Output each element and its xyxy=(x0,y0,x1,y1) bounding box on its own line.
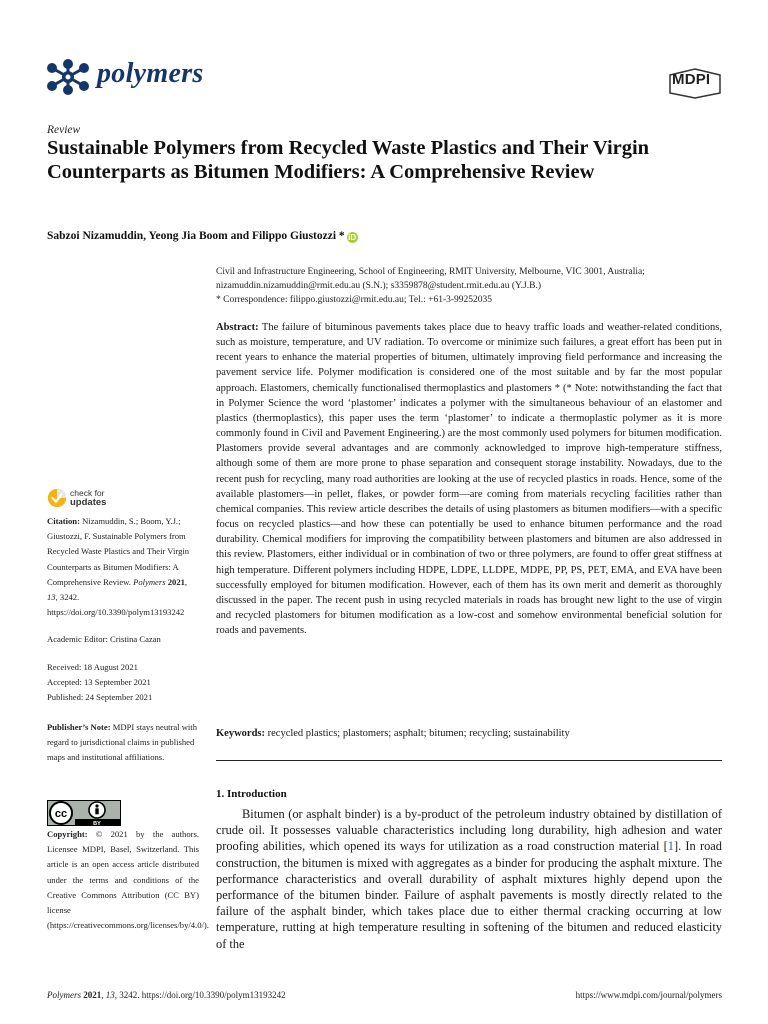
affiliation-line: Civil and Infrastructure Engineering, School of Engineering, RMIT University, Melbourne, VIC 3001, Australia; xyxy=(216,267,645,277)
publisher-note xyxy=(47,720,199,766)
footer-year: 2021 xyxy=(83,990,102,1000)
check-for-updates-button[interactable] xyxy=(70,488,106,508)
check-for-updates-icon[interactable] xyxy=(46,487,68,509)
footer-journal: Polymers xyxy=(47,990,81,1000)
author-list xyxy=(47,230,358,243)
keywords-text: recycled plastics; plastomers; asphalt; bitumen; recycling; sustainability xyxy=(267,728,570,739)
article-type: Review xyxy=(47,124,81,136)
keywords-label: Keywords: xyxy=(216,728,265,739)
check-updates-line2: updates xyxy=(70,497,107,508)
affiliation-emails: nizamuddin.nizamuddin@rmit.edu.au (S.N.); s3359878@student.rmit.edu.au (Y.J.B.) xyxy=(216,281,541,291)
citation-text: Nizamuddin, S.; Boom, Y.J.; Giustozzi, F. Sustainable Polymers from Recycled Waste Plastics and Their Virgin Counterparts as Bitumen Modifiers: A Comprehensive Review. xyxy=(47,516,190,587)
citation-volume: 13 xyxy=(47,592,56,603)
citation-doi[interactable]: , 3242. https://doi.org/10.3390/polym13193242 xyxy=(47,592,185,618)
intro-text-continued: ]. In road construction, the bitumen is mixed with aggregates as a binder for producing the asphalt mixture. The performance characteristics and overall durability of asphalt mixtures highly depend upon the performance of the bitumen binder. Failure of asphalt pavements is mostly directly related to the failure of the asphalt binder, which takes place due to either thermal cracking occurring at low temperature, rutting at high temperature resulting in softening of the bitumen and reduced elasticity of the xyxy=(216,839,722,951)
journal-logo-icon xyxy=(44,58,92,96)
copyright-block xyxy=(47,827,209,933)
citation-journal: Polymers xyxy=(133,576,166,587)
intro-text: Bitumen (or asphalt binder) is a by-product of the petroleum industry obtained by distillation of crude oil. It possesses valuable characteristics including long durability, high adhesion and water proofing abilities, which opened its ways for utilization as a road construction material [ xyxy=(216,807,722,854)
section-divider xyxy=(216,760,722,761)
citation-block: Citation: Nizamuddin, S.; Boom, Y.J.; Giustozzi, F. Sustainable Polymers from Recycled Waste Plastics and Their Virgin Counterparts as Bitumen Modifiers: A Comprehensive Review. Polymers 2021, 13, 3242. https://doi.org/10.3390/polym13193242 xyxy=(47,516,190,618)
copyright-label: Copyright: xyxy=(47,829,88,839)
footer-doi[interactable]: , 3242. https://doi.org/10.3390/polym13193242 xyxy=(114,990,286,1000)
authors-text: Sabzoi Nizamuddin, Yeong Jia Boom and Filippo Giustozzi * xyxy=(47,230,345,242)
footer-citation: Polymers 2021, 13, 3242. https://doi.org/10.3390/polym13193242 xyxy=(47,990,286,1000)
abstract-text: The failure of bituminous pavements takes place due to heavy traffic loads and weather-related conditions, such as moisture, temperature, and UV radiation. To overcome or minimize such failures, a great effort has been put in recent years to enhance the material properties of bitumen, ultimately improving field performance and increasing the pavement service life. Polymer modification is considered one of the most suitable and by far the most popular approach. Elastomers, chemically functionalised thermoplastics and plastomers * (* Note: notwithstanding the fact that in Polymer Science the word ‘plastomer’ indicates a polymer with the simultaneous behaviour of an elastomer and plastics (thermoplastics), this paper uses the term ‘plastomer’ to indicate a thermoplastic polymer as it is more commonly found in Civil and Pavement Engineering.) are the most commonly used polymers for bitumen modification. Plastomers provide several advantages and are commonly acknowledged to improve high-temperature stiffness, although some of them are more prone to phase separation and consequent storage instability. Nowadays, due to the recent push for recycling, many road authorities are looking at the use of recycled plastics in roads. Hence, some of the available plastomers—in pellet, flakes, or powder form—are coming from materials recycling facilities rather than chemical companies. This review article describes the details of using plastomers as bitumen modifiers—with a specific focus on recycled plastics—and how these can potentially be used to enhance bitumen performance and the road durability. Chemical modifiers for improving the compatibility between plastomers and bitumen are also addressed in this review. Plastomers, either individual or in combination of two or three polymers, are found to offer great stiffness at high temperature. Different polymers including HDPE, LDPE, LLDPE, MDPE, PP, PS, PET, EMA, and EVA have been successfully employed for bitumen modification. However, each of them has its own merit and demerit as thoroughly discussed in the paper. The recent push in using recycled materials in roads has brought new light to the use of virgin and recycled plastomers for bitumen modification as a low-cost and somehow environmental beneficial solution for roads and pavements. xyxy=(216,322,722,637)
correspondence-line: * Correspondence: filippo.giustozzi@rmit.edu.au; Tel.: +61-3-99252035 xyxy=(216,295,493,305)
abstract-label: Abstract: xyxy=(216,322,259,333)
introduction-paragraph xyxy=(216,806,722,952)
article-title: Sustainable Polymers from Recycled Waste Plastics and Their Virgin Counterparts as Bitumen Modifiers: A Comprehensive Review xyxy=(47,137,650,183)
keywords xyxy=(216,727,722,741)
journal-name: polymers xyxy=(97,58,204,89)
copyright-text: © 2021 by the authors. Licensee MDPI, Basel, Switzerland. This article is an open access article distributed under the terms and conditions of the Creative Commons Attribution (CC BY) license (https://creativecommons.org/licenses/by/4.0/). xyxy=(47,829,209,931)
citation-label: Citation: xyxy=(47,516,80,526)
footer-volume: 13 xyxy=(105,990,115,1000)
publisher-note-label: Publisher’s Note: xyxy=(47,722,111,732)
orcid-icon[interactable]: iD xyxy=(348,233,357,242)
check-updates-line1: check for xyxy=(70,488,105,498)
affiliation-block xyxy=(216,265,721,307)
accepted-date: Accepted: 13 September 2021 xyxy=(47,677,151,688)
citation-year: 2021 xyxy=(167,576,185,587)
publication-dates xyxy=(47,660,199,706)
received-date: Received: 18 August 2021 xyxy=(47,662,138,672)
section-heading: 1. Introduction xyxy=(216,788,287,800)
reference-link[interactable]: 1 xyxy=(667,839,674,854)
academic-editor: Academic Editor: Cristina Cazan xyxy=(47,634,161,644)
footer-journal-url[interactable]: https://www.mdpi.com/journal/polymers xyxy=(575,990,722,1000)
cc-by-license-icon[interactable] xyxy=(47,800,121,826)
published-date: Published: 24 September 2021 xyxy=(47,692,153,703)
svg-text:cc: cc xyxy=(54,808,68,820)
publisher-name: MDPI xyxy=(672,71,711,88)
abstract xyxy=(216,320,722,638)
publisher-note-text: MDPI stays neutral with regard to jurisdictional claims in published maps and institutional affiliations. xyxy=(47,722,197,763)
cc-badge-text: BY xyxy=(93,821,101,826)
